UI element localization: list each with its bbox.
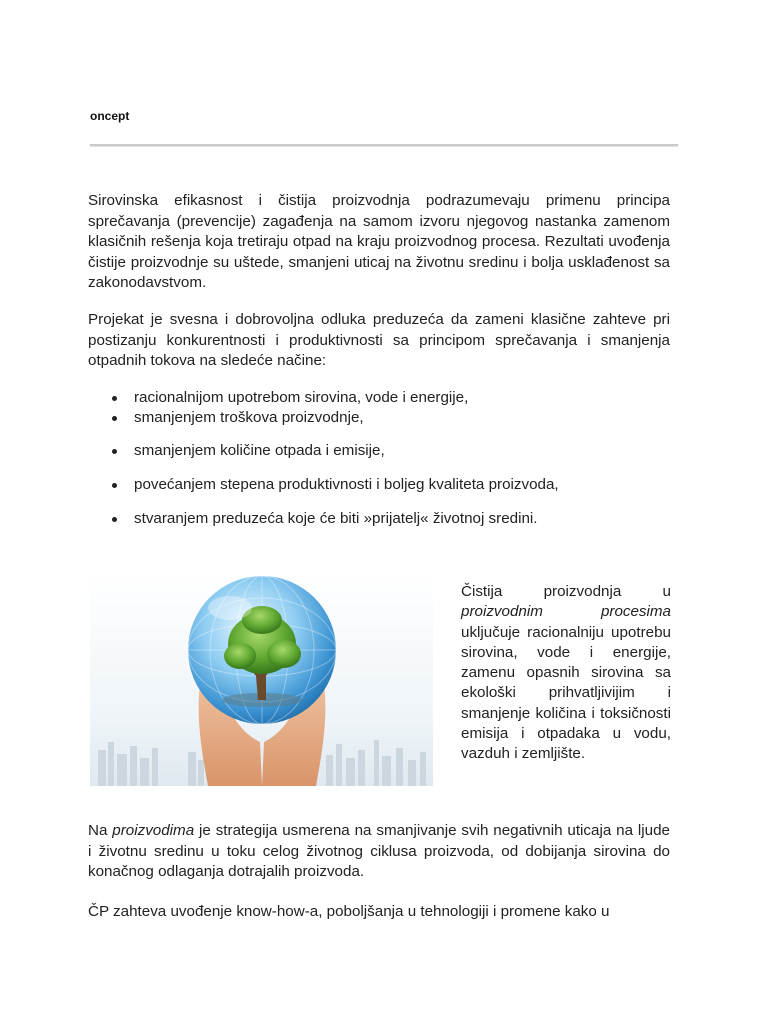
emphasis-text: proizvodnim procesima (461, 603, 671, 621)
bullet-dot-icon (112, 517, 117, 522)
emphasis-text: proizvodima (112, 822, 195, 839)
list-item: smanjenjem količine otpada i emisije, (88, 441, 678, 461)
list-item: smanjenjem troškova proizvodnje, (88, 408, 678, 428)
paragraph-products: Na proizvodima je strategija usmerena na smanjivanje svih negativnih uticaja na ljude i životnu sredinu u toku celog životnog ciklusa proizvoda, od dobijanja sirovina do konačnog odlaganja dotrajalih proizvoda. (88, 822, 670, 880)
list-item: stvaranjem preduzeća koje će biti »prijatelj« životnoj sredini. (88, 509, 678, 529)
bullet-dot-icon (112, 449, 117, 454)
bullet-dot-icon (112, 416, 117, 421)
benefits-list (88, 388, 678, 529)
bullet-dot-icon (112, 396, 117, 401)
paragraph-intro: Sirovinska efikasnost i čistija proizvodnja podrazumevaju primenu principa sprečavanja (prevencije) zagađenja na samom izvoru njegovog nastanka zamenom klasičnih rešenja koja tretiraju otpad na kraju proizvodnog procesa. Rezultati uvođenja čistije proizvodnje su uštede, smanjeni uticaj na životnu sredinu i bolja usklađenost sa zakonodavstvom. (88, 192, 670, 291)
section-heading: oncept (90, 109, 130, 123)
list-item: povećanjem stepena produktivnosti i boljeg kvaliteta proizvoda, (88, 475, 678, 495)
horizontal-rule (90, 144, 678, 147)
list-item: racionalnijom upotrebom sirovina, vode i energije, (88, 388, 678, 408)
paragraph-know-how: ČP zahteva uvođenje know-how-a, poboljšanja u tehnologiji i promene kako u (88, 903, 610, 920)
globe-tree-in-hands-image (90, 572, 433, 786)
bullet-dot-icon (112, 483, 117, 488)
paragraph-project: Projekat je svesna i dobrovoljna odluka preduzeća da zameni klasične zahteve pri postizanju konkurentnosti i produktivnosti sa principom sprečavanja i smanjenja otpadnih tokova na sledeće načine: (88, 311, 670, 369)
side-paragraph: Čistija proizvodnja u proizvodnim procesima uključuje racionalniju upotrebu sirovina, vode i energije, zamenu opasnih sirovina sa ekološki prihvatljivijim i smanjenje količina i toksičnosti emisija i otpadaka u vodu, vazduh i zemljište. (461, 583, 671, 763)
